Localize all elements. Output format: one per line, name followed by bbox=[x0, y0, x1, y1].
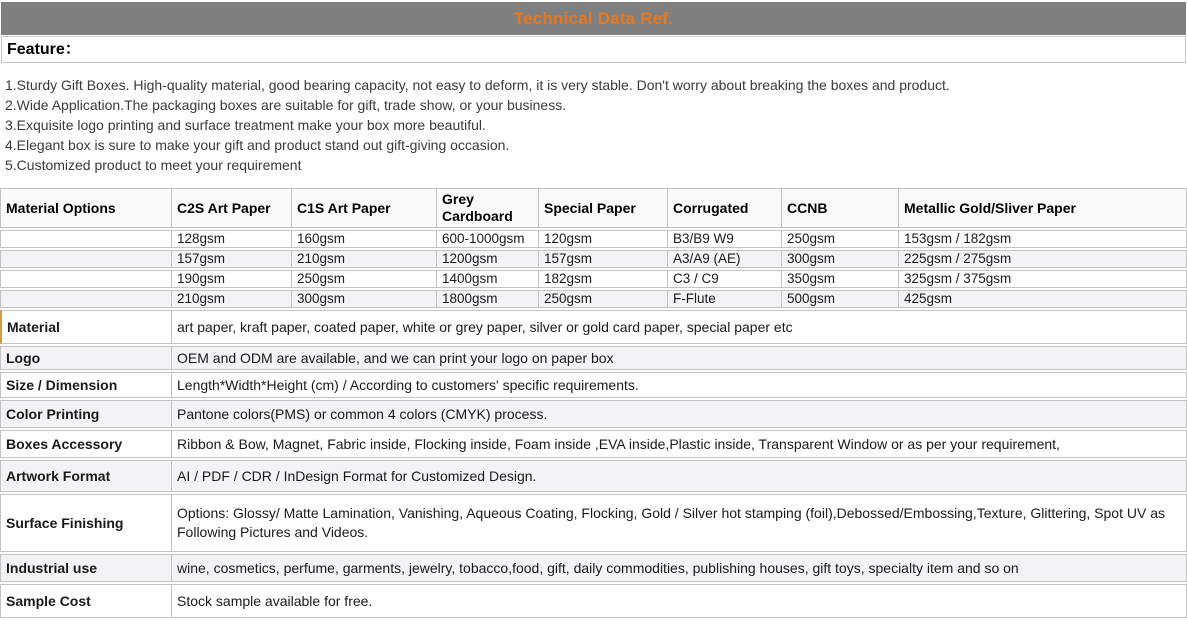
materials-cell: A3/A9 (AE) bbox=[667, 250, 781, 268]
materials-cell: B3/B9 W9 bbox=[667, 230, 781, 248]
materials-cell: 1400gsm bbox=[436, 270, 538, 288]
spec-label-boxes-accessory: Boxes Accessory bbox=[0, 430, 171, 458]
materials-cell: 350gsm bbox=[781, 270, 898, 288]
materials-cell: 153gsm / 182gsm bbox=[898, 230, 1187, 248]
column-header: Grey Cardboard bbox=[436, 188, 538, 228]
materials-cell: 190gsm bbox=[171, 270, 291, 288]
materials-cell: 182gsm bbox=[538, 270, 667, 288]
materials-data-row bbox=[0, 290, 1187, 308]
materials-cell: 300gsm bbox=[291, 290, 436, 308]
spec-row-size-dimension bbox=[0, 372, 1187, 398]
materials-cell: 210gsm bbox=[171, 290, 291, 308]
spec-label-artwork-format: Artwork Format bbox=[0, 460, 171, 492]
feature-item: 4.Elegant box is sure to make your gift and product stand out gift-giving occasion. bbox=[5, 137, 510, 153]
feature-heading: Feature： bbox=[1, 36, 1186, 63]
materials-cell bbox=[0, 230, 171, 248]
spec-value-boxes-accessory: Ribbon & Bow, Magnet, Fabric inside, Flocking inside, Foam inside ,EVA inside,Plastic inside, Transparent Window or as per your requirement, bbox=[171, 430, 1187, 458]
materials-cell: 425gsm bbox=[898, 290, 1187, 308]
spec-value-artwork-format: AI / PDF / CDR / InDesign Format for Customized Design. bbox=[171, 460, 1187, 492]
column-header: CCNB bbox=[781, 188, 898, 228]
materials-cell: 157gsm bbox=[538, 250, 667, 268]
materials-cell: 300gsm bbox=[781, 250, 898, 268]
page bbox=[0, 2, 1187, 620]
materials-cell: 250gsm bbox=[538, 290, 667, 308]
spec-label-size-dimension: Size / Dimension bbox=[0, 372, 171, 398]
materials-data-row bbox=[0, 230, 1187, 248]
materials-cell: 250gsm bbox=[781, 230, 898, 248]
materials-cell: 500gsm bbox=[781, 290, 898, 308]
spec-value-surface-finishing: Options: Glossy/ Matte Lamination, Vanishing, Aqueous Coating, Flocking, Gold / Silver hot stamping (foil),Debossed/Embossing,Texture, Glittering, Spot UV as Following Pictures and Videos. bbox=[171, 494, 1187, 552]
spec-value-industrial-use: wine, cosmetics, perfume, garments, jewelry, tobacco,food, gift, daily commodities, publishing houses, gift toys, specialty item and so on bbox=[171, 554, 1187, 582]
feature-item: 1.Sturdy Gift Boxes. High-quality material, good bearing capacity, not easy to deform, it is very stable. Don't worry about breaking the boxes and product. bbox=[5, 77, 950, 93]
spec-label-material: Material bbox=[0, 310, 171, 344]
feature-item: 3.Exquisite logo printing and surface treatment make your box more beautiful. bbox=[5, 117, 486, 133]
spec-row-color-printing bbox=[0, 400, 1187, 428]
title-bar bbox=[1, 2, 1186, 35]
materials-cell bbox=[0, 270, 171, 288]
spec-row-logo bbox=[0, 346, 1187, 370]
spec-row-surface-finishing bbox=[0, 494, 1187, 552]
column-header: C2S Art Paper bbox=[171, 188, 291, 228]
materials-table-head bbox=[0, 188, 1187, 228]
column-header: Corrugated bbox=[667, 188, 781, 228]
spec-value-size-dimension: Length*Width*Height (cm) / According to customers' specific requirements. bbox=[171, 372, 1187, 398]
materials-cell: 157gsm bbox=[171, 250, 291, 268]
materials-cell: 128gsm bbox=[171, 230, 291, 248]
materials-cell: F-Flute bbox=[667, 290, 781, 308]
feature-item: 5.Customized product to meet your requirement bbox=[5, 157, 302, 173]
column-header: Special Paper bbox=[538, 188, 667, 228]
materials-table-body bbox=[0, 230, 1187, 308]
materials-cell: 325gsm / 375gsm bbox=[898, 270, 1187, 288]
spec-label-logo: Logo bbox=[0, 346, 171, 370]
materials-cell: 210gsm bbox=[291, 250, 436, 268]
technical-data-table bbox=[0, 186, 1187, 620]
feature-list bbox=[0, 63, 1187, 186]
materials-data-row bbox=[0, 270, 1187, 288]
materials-cell bbox=[0, 290, 171, 308]
spec-label-surface-finishing: Surface Finishing bbox=[0, 494, 171, 552]
spec-label-industrial-use: Industrial use bbox=[0, 554, 171, 582]
feature-item: 2.Wide Application.The packaging boxes are suitable for gift, trade show, or your business. bbox=[5, 97, 567, 113]
materials-data-row bbox=[0, 250, 1187, 268]
spec-value-material: art paper, kraft paper, coated paper, white or grey paper, silver or gold card paper, special paper etc bbox=[171, 310, 1187, 344]
spec-value-logo: OEM and ODM are available, and we can print your logo on paper box bbox=[171, 346, 1187, 370]
spec-row-artwork-format bbox=[0, 460, 1187, 492]
spec-row-industrial-use bbox=[0, 554, 1187, 582]
spec-value-color-printing: Pantone colors(PMS) or common 4 colors (CMYK) process. bbox=[171, 400, 1187, 428]
column-header: Metallic Gold/Sliver Paper bbox=[898, 188, 1187, 228]
spec-row-boxes-accessory bbox=[0, 430, 1187, 458]
materials-cell: C3 / C9 bbox=[667, 270, 781, 288]
spec-row-sample-cost bbox=[0, 584, 1187, 618]
column-header: C1S Art Paper bbox=[291, 188, 436, 228]
materials-header-row bbox=[0, 188, 1187, 228]
spec-table-body bbox=[0, 310, 1187, 618]
materials-cell: 225gsm / 275gsm bbox=[898, 250, 1187, 268]
materials-cell: 1800gsm bbox=[436, 290, 538, 308]
materials-cell: 600-1000gsm bbox=[436, 230, 538, 248]
column-header: Material Options bbox=[0, 188, 171, 228]
materials-cell bbox=[0, 250, 171, 268]
materials-cell: 160gsm bbox=[291, 230, 436, 248]
spec-row-material bbox=[0, 310, 1187, 344]
materials-cell: 250gsm bbox=[291, 270, 436, 288]
materials-cell: 1200gsm bbox=[436, 250, 538, 268]
spec-label-sample-cost: Sample Cost bbox=[0, 584, 171, 618]
page-title: Technical Data Ref. bbox=[513, 9, 674, 28]
materials-cell: 120gsm bbox=[538, 230, 667, 248]
spec-value-sample-cost: Stock sample available for free. bbox=[171, 584, 1187, 618]
spec-label-color-printing: Color Printing bbox=[0, 400, 171, 428]
